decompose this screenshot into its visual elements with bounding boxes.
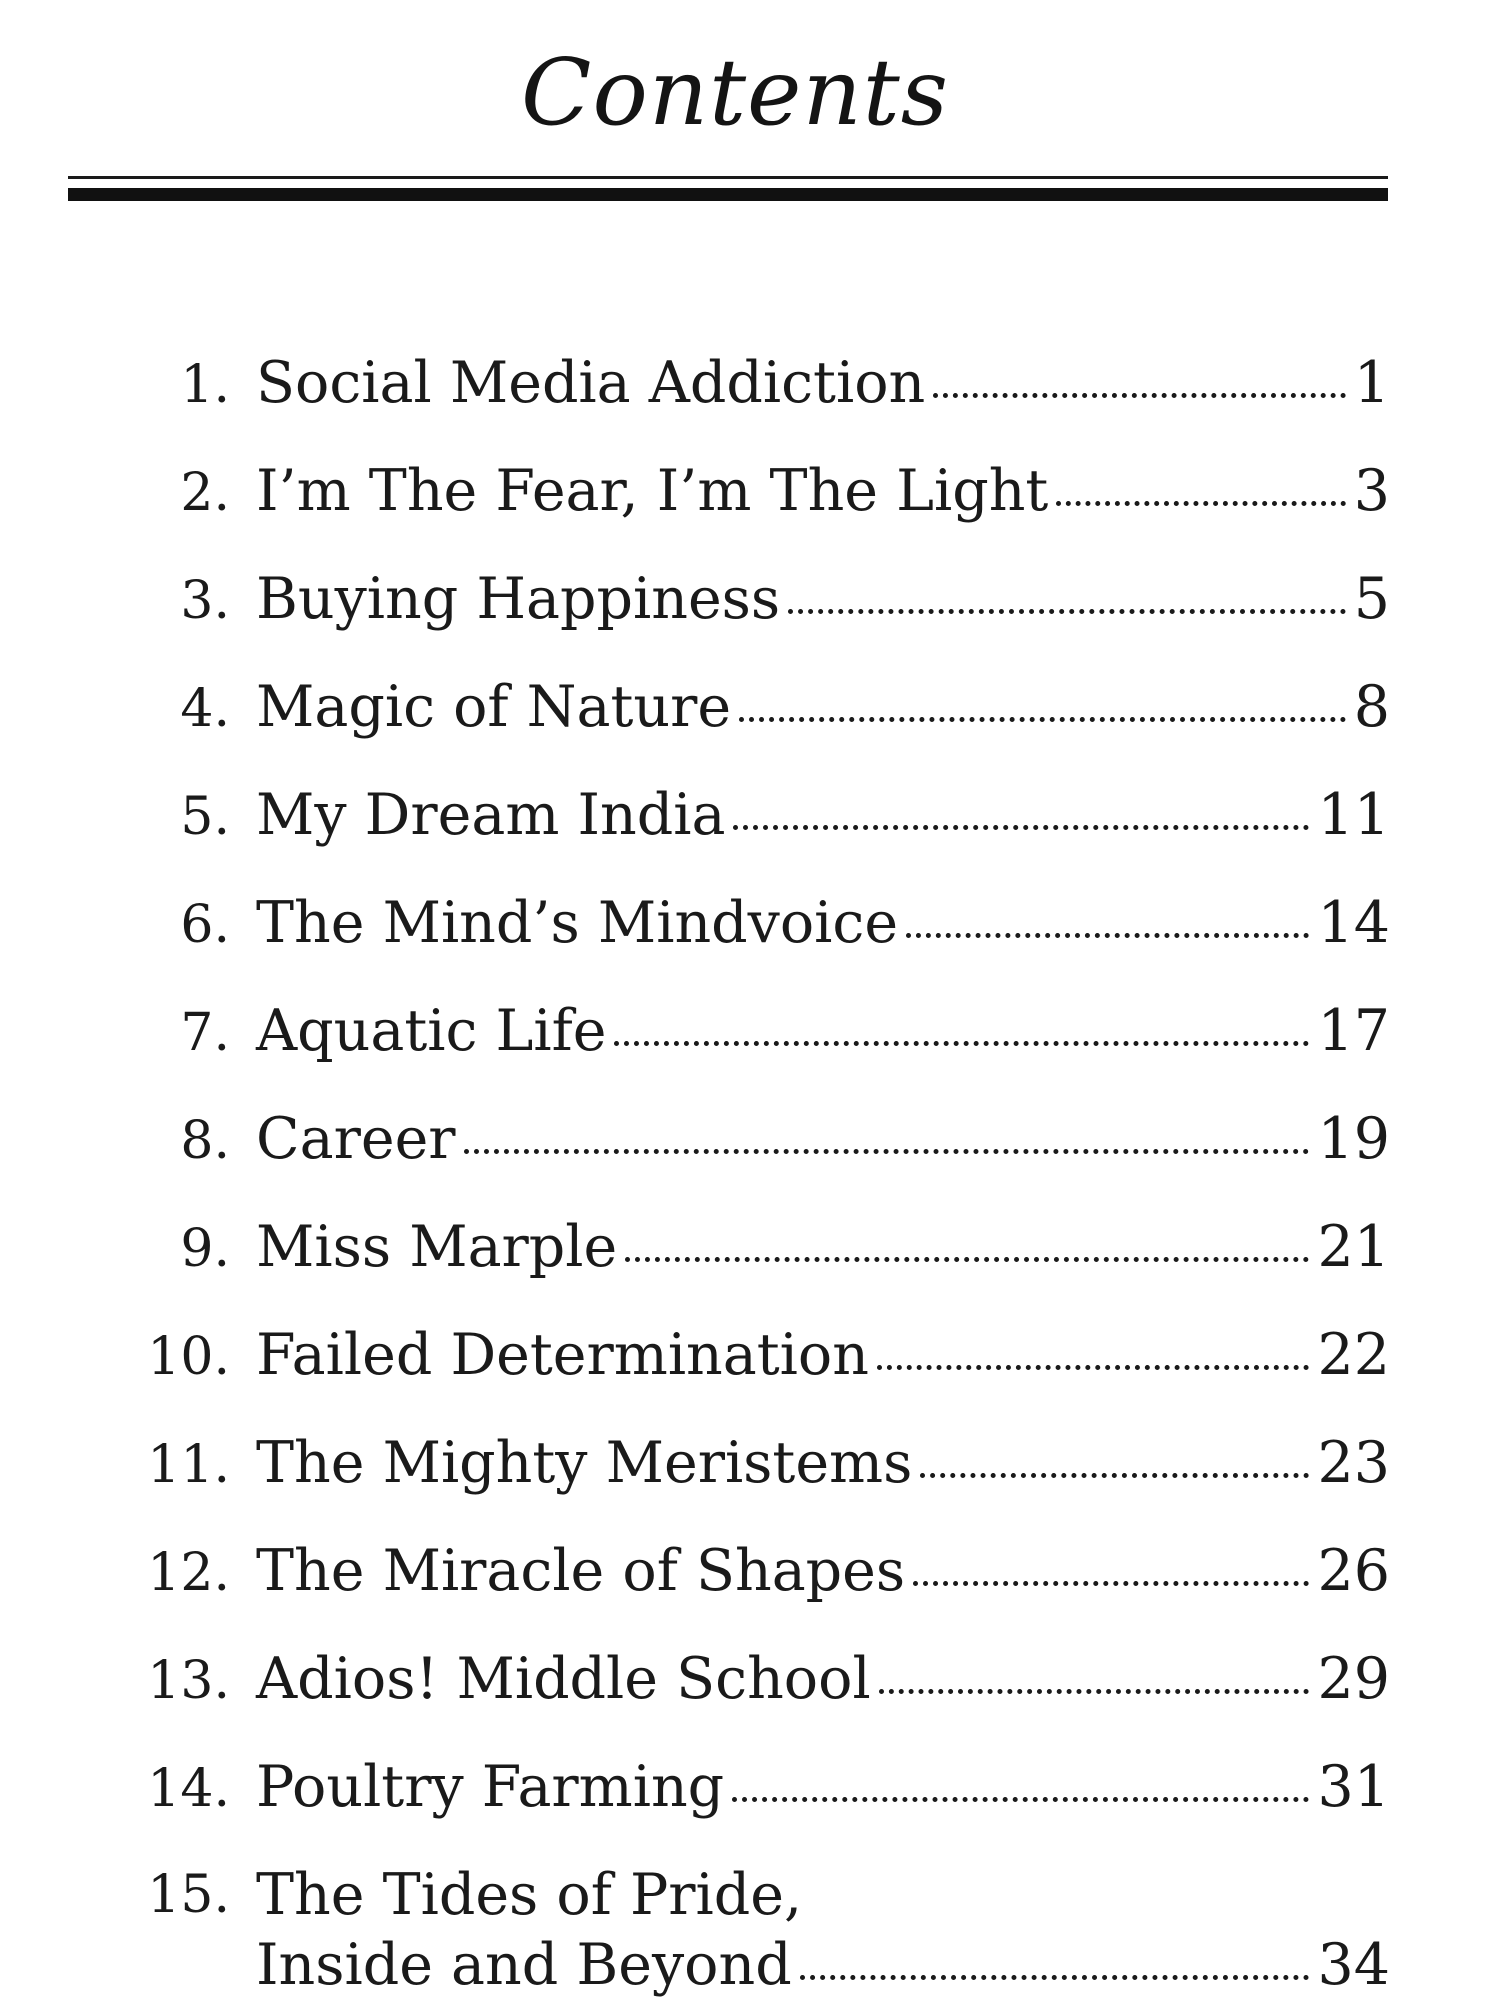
- entry-number: 7.: [180, 1003, 230, 1063]
- dot-leader: [733, 825, 1309, 830]
- entry-number: 6.: [180, 895, 230, 955]
- entry-title: The Mind’s Mindvoice: [256, 890, 899, 956]
- entry-title: Adios! Middle School: [256, 1646, 871, 1712]
- entry-title: Magic of Nature: [256, 674, 732, 740]
- toc-entry[interactable]: [110, 1428, 1390, 1500]
- entry-page: 22: [1317, 1322, 1390, 1388]
- dot-leader: [739, 717, 1346, 722]
- page-title: Contents: [521, 39, 949, 146]
- dot-leader: [464, 1149, 1310, 1154]
- dot-leader: [788, 609, 1346, 614]
- toc-entry[interactable]: [110, 996, 1390, 1068]
- toc-entry[interactable]: [110, 1860, 1390, 2000]
- entry-page: 19: [1317, 1106, 1390, 1172]
- entry-title-line-2: Inside and Beyond: [256, 1932, 792, 1998]
- toc-entry[interactable]: [110, 780, 1390, 852]
- toc-entry[interactable]: [110, 1752, 1390, 1824]
- entry-title: My Dream India: [256, 782, 726, 848]
- entry-page: 11: [1317, 782, 1390, 848]
- entry-page: 8: [1353, 674, 1390, 740]
- entry-number: 12.: [147, 1543, 230, 1603]
- entry-number: 15.: [147, 1865, 230, 1925]
- entry-title: I’m The Fear, I’m The Light: [256, 458, 1049, 524]
- dot-leader: [1056, 501, 1345, 506]
- entry-page: 34: [1317, 1932, 1390, 1998]
- toc-entry[interactable]: [110, 888, 1390, 960]
- entry-page: 5: [1353, 566, 1390, 632]
- toc-entry[interactable]: [110, 1104, 1390, 1176]
- dot-leader: [933, 393, 1346, 398]
- dot-leader: [625, 1257, 1309, 1262]
- toc-entry[interactable]: [110, 456, 1390, 528]
- toc-entry[interactable]: [110, 1212, 1390, 1284]
- dot-leader: [913, 1581, 1309, 1586]
- dot-leader: [800, 1975, 1310, 1980]
- entry-title: Social Media Addiction: [256, 350, 926, 416]
- entry-title-line-1: The Tides of Pride,: [256, 1862, 803, 1928]
- toc-entry[interactable]: [110, 564, 1390, 636]
- entry-number: 10.: [147, 1327, 230, 1387]
- toc-entry[interactable]: [110, 1536, 1390, 1608]
- toc-entry[interactable]: [110, 1320, 1390, 1392]
- toc-entry[interactable]: [110, 1644, 1390, 1716]
- entry-page: 17: [1317, 998, 1390, 1064]
- entry-number: 5.: [180, 787, 230, 847]
- dot-leader: [879, 1689, 1310, 1694]
- entry-title: Failed Determination: [256, 1322, 869, 1388]
- dot-leader: [877, 1365, 1310, 1370]
- entry-page: 26: [1317, 1538, 1390, 1604]
- entry-number: 11.: [147, 1435, 230, 1495]
- entry-page: 1: [1353, 350, 1390, 416]
- entry-page: 14: [1317, 890, 1390, 956]
- entry-number: 4.: [180, 679, 230, 739]
- entry-number: 1.: [180, 355, 230, 415]
- entry-page: 21: [1317, 1214, 1390, 1280]
- entry-number: 3.: [180, 571, 230, 631]
- entry-number: 13.: [147, 1651, 230, 1711]
- dot-leader: [732, 1797, 1309, 1802]
- toc-entry[interactable]: [110, 672, 1390, 744]
- entry-title: The Miracle of Shapes: [256, 1538, 906, 1604]
- entry-number: 9.: [180, 1219, 230, 1279]
- dot-leader: [906, 933, 1309, 938]
- entry-title: The Mighty Meristems: [256, 1430, 913, 1496]
- entry-title: Buying Happiness: [256, 566, 781, 632]
- entry-page: 3: [1353, 458, 1390, 524]
- entry-number: 8.: [180, 1111, 230, 1171]
- entry-title: Career: [256, 1106, 456, 1172]
- entry-number: 14.: [147, 1759, 230, 1819]
- entry-title: Aquatic Life: [256, 998, 607, 1064]
- dot-leader: [614, 1041, 1309, 1046]
- entry-page: 23: [1317, 1430, 1390, 1496]
- dot-leader: [920, 1473, 1309, 1478]
- entry-title: Miss Marple: [256, 1214, 618, 1280]
- entry-page: 29: [1317, 1646, 1390, 1712]
- toc-entry[interactable]: [110, 348, 1390, 420]
- entry-title: Poultry Farming: [256, 1754, 725, 1820]
- entry-number: 2.: [180, 463, 230, 523]
- entry-page: 31: [1317, 1754, 1390, 1820]
